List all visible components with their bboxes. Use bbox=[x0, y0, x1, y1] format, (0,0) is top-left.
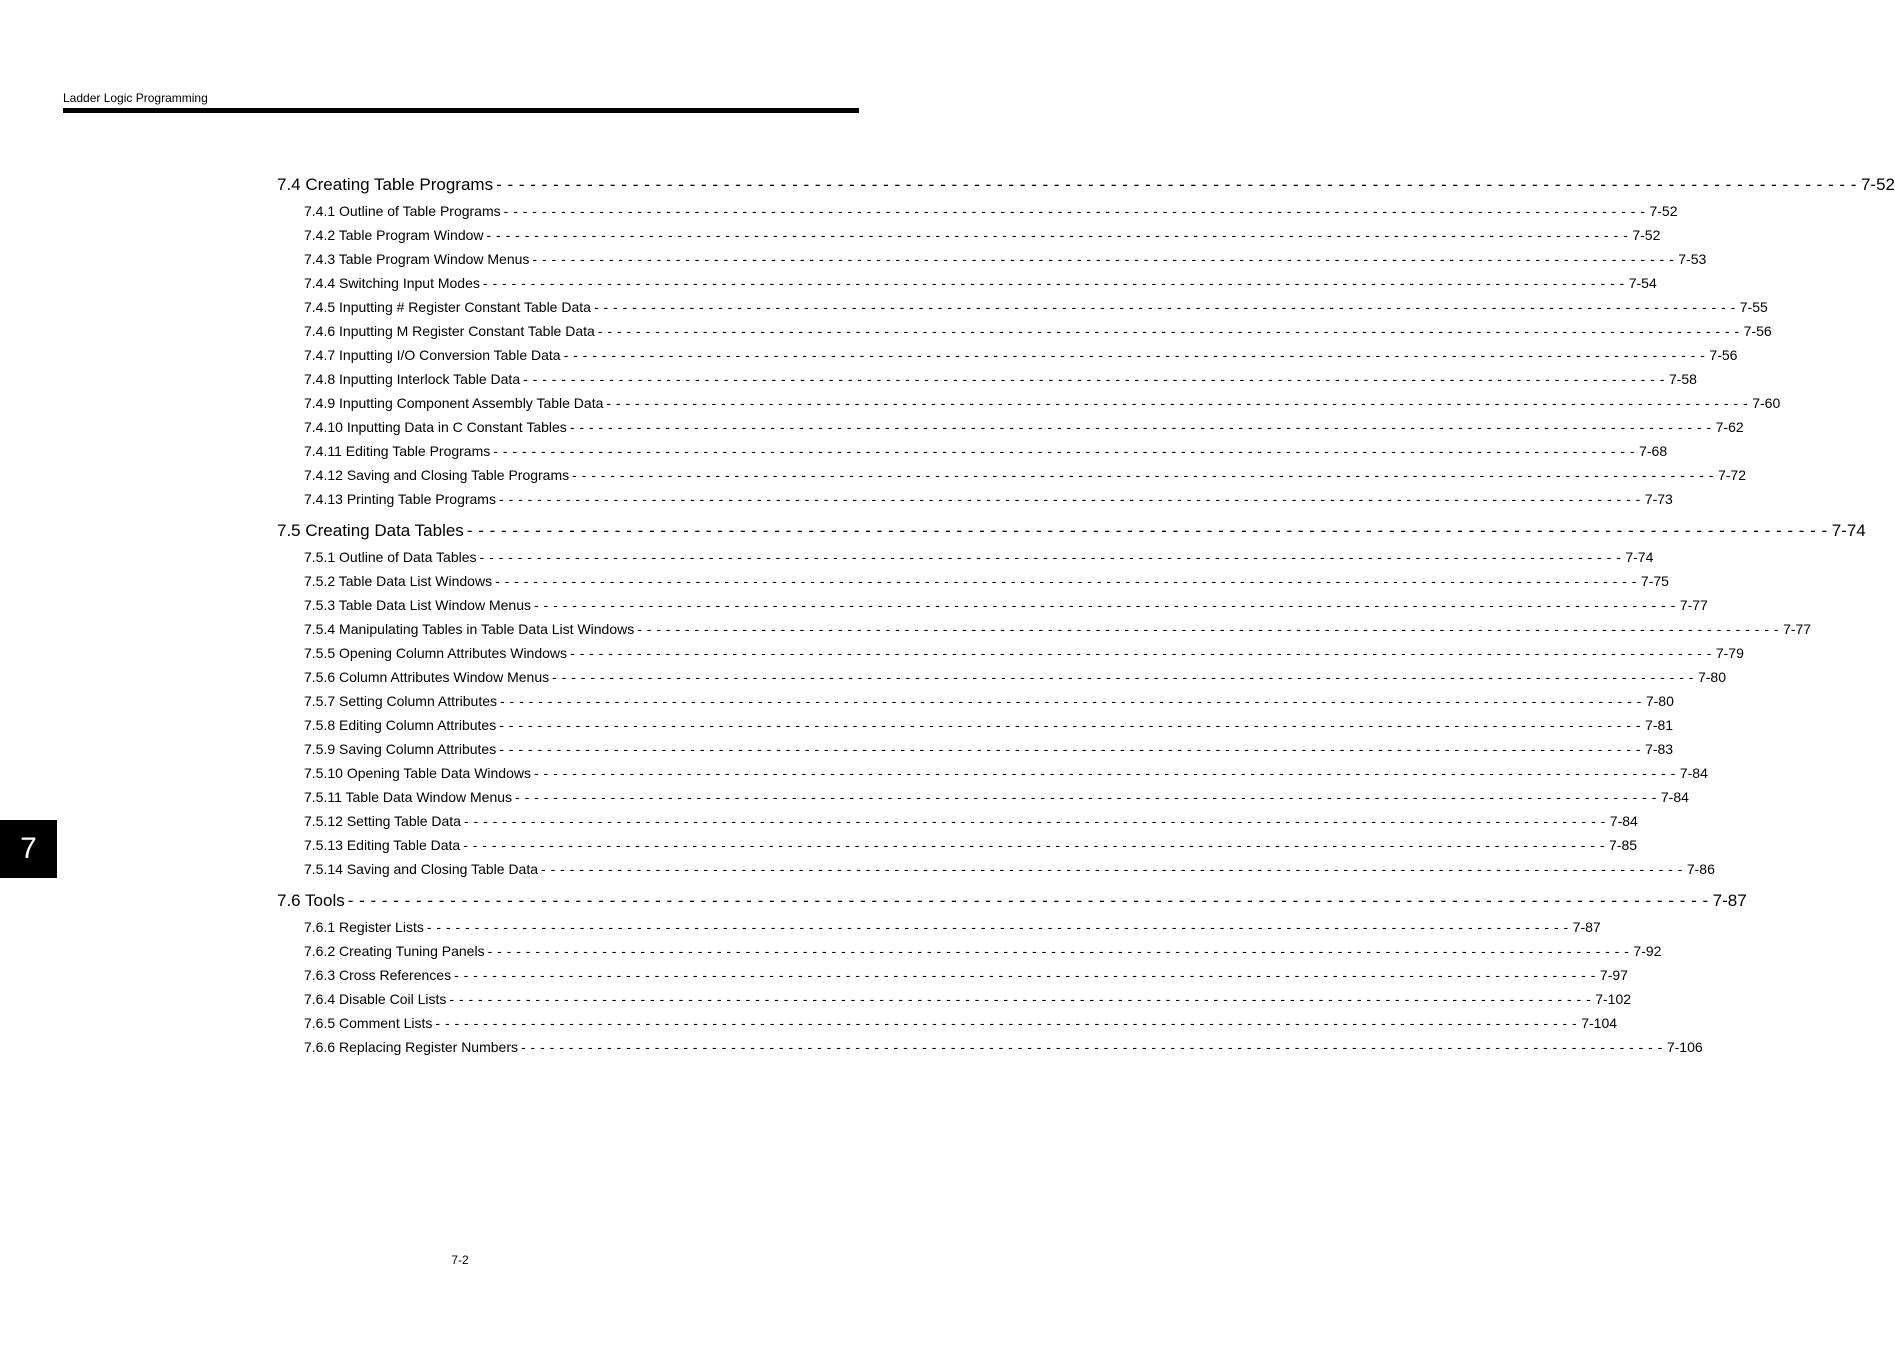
toc-entry-page: 7-77 bbox=[1679, 597, 1708, 613]
toc-entry-page: 7-84 bbox=[1609, 813, 1638, 829]
dot-leader: - - - - - - - - - - - - - - - - - - - - - - - - - - - - - - - - - - - - - - - - - - - - - - - - - - - - - - - - - - - - - - - - - - - - - - - - - - - - - - - - - - - - - - - - - - - - - - - - - - - - - - - - - - - - - - - - - - - - - - - - bbox=[503, 203, 1646, 219]
dot-leader: - - - - - - - - - - - - - - - - - - - - - - - - - - - - - - - - - - - - - - - - - - - - - - - - - - - - - - - - - - - - - - - - - - - - - - - - - - - - - - - - - - - - - - - - - - - - - - - - - - - - - - - - - - - - - - - - - - - - - - - - bbox=[515, 789, 1657, 805]
toc-entry-page: 7-92 bbox=[1633, 943, 1662, 959]
page-number: 7-2 bbox=[451, 1253, 469, 1267]
toc-subsection-entry[interactable] bbox=[304, 713, 1674, 737]
toc-subsection-entry[interactable] bbox=[304, 439, 1668, 463]
toc-entry-title: 7.5.13 Editing Table Data bbox=[304, 837, 461, 853]
toc-subsection-entry[interactable] bbox=[304, 915, 1601, 939]
toc-entry-page: 7-85 bbox=[1609, 837, 1638, 853]
dot-leader: - - - - - - - - - - - - - - - - - - - - - - - - - - - - - - - - - - - - - - - - - - - - - - - - - - - - - - - - - - - - - - - - - - - - - - - - - - - - - - - - - - - - - - - - - - - - - - - - - - - - - - - - - - - - - - - - - - - - - - - - bbox=[563, 347, 1706, 363]
toc-subsection-entry[interactable] bbox=[304, 833, 1638, 857]
toc-subsection-entry[interactable] bbox=[304, 987, 1632, 1011]
toc-section-heading[interactable] bbox=[277, 171, 1895, 199]
toc-entry-title: 7.5.12 Setting Table Data bbox=[304, 813, 461, 829]
toc-entry-page: 7-106 bbox=[1666, 1039, 1703, 1055]
toc-subsection-entry[interactable] bbox=[304, 593, 1708, 617]
toc-entry-title: 7.5.3 Table Data List Window Menus bbox=[304, 597, 531, 613]
chapter-tab: 7 bbox=[0, 820, 57, 878]
toc-subsection-entry[interactable] bbox=[304, 963, 1628, 987]
dot-leader: - - - - - - - - - - - - - - - - - - - - - - - - - - - - - - - - - - - - - - - - - - - - - - - - - - - - - - - - - - - - - - - - - - - - - - - - - - - - - - - - - - - - - - - - - - - - - - - - - - - - - - - - - - - - - - - - - - - - - - - - bbox=[347, 891, 1709, 910]
dot-leader: - - - - - - - - - - - - - - - - - - - - - - - - - - - - - - - - - - - - - - - - - - - - - - - - - - - - - - - - - - - - - - - - - - - - - - - - - - - - - - - - - - - - - - - - - - - - - - - - - - - - - - - - - - - - - - - - - - - - - - - - bbox=[500, 693, 1642, 709]
toc-entry-title: 7.4.13 Printing Table Programs bbox=[304, 491, 496, 507]
toc-entry-page: 7-73 bbox=[1644, 491, 1673, 507]
toc-entry-title: 7.4.6 Inputting M Register Constant Table Data bbox=[304, 323, 595, 339]
dot-leader: - - - - - - - - - - - - - - - - - - - - - - - - - - - - - - - - - - - - - - - - - - - - - - - - - - - - - - - - - - - - - - - - - - - - - - - - - - - - - - - - - - - - - - - - - - - - - - - - - - - - - - - - - - - - - - - - - - - - - - - - bbox=[521, 1039, 1663, 1055]
toc-subsection-entry[interactable] bbox=[304, 319, 1772, 343]
toc-entry-title: 7.5.2 Table Data List Windows bbox=[304, 573, 493, 589]
dot-leader: - - - - - - - - - - - - - - - - - - - - - - - - - - - - - - - - - - - - - - - - - - - - - - - - - - - - - - - - - - - - - - - - - - - - - - - - - - - - - - - - - - - - - - - - - - - - - - - - - - - - - - - - - - - - - - - - - - - - - - - - bbox=[597, 323, 1740, 339]
toc-entry-title: 7.5.6 Column Attributes Window Menus bbox=[304, 669, 550, 685]
toc-subsection-entry[interactable] bbox=[304, 1035, 1703, 1059]
toc-entry-page: 7-55 bbox=[1739, 299, 1768, 315]
toc-entry-page: 7-97 bbox=[1599, 967, 1628, 983]
toc-entry-title: 7.4 Creating Table Programs bbox=[277, 175, 494, 194]
toc-subsection-entry[interactable] bbox=[304, 809, 1638, 833]
running-header: Ladder Logic Programming bbox=[63, 91, 208, 105]
toc-entry-page: 7-56 bbox=[1743, 323, 1772, 339]
toc-entry-page: 7-75 bbox=[1640, 573, 1669, 589]
toc-subsection-entry[interactable] bbox=[304, 295, 1768, 319]
toc-entry-title: 7.4.1 Outline of Table Programs bbox=[304, 203, 501, 219]
toc-entry-page: 7-86 bbox=[1686, 861, 1715, 877]
dot-leader: - - - - - - - - - - - - - - - - - - - - - - - - - - - - - - - - - - - - - - - - - - - - - - - - - - - - - - - - - - - - - - - - - - - - - - - - - - - - - - - - - - - - - - - - - - - - - - - - - - - - - - - - - - - - - - - - - - - - - - - - bbox=[499, 717, 1642, 733]
toc-entry-page: 7-54 bbox=[1628, 275, 1657, 291]
toc-entry-page: 7-87 bbox=[1712, 891, 1747, 910]
dot-leader: - - - - - - - - - - - - - - - - - - - - - - - - - - - - - - - - - - - - - - - - - - - - - - - - - - - - - - - - - - - - - - - - - - - - - - - - - - - - - - - - - - - - - - - - - - - - - - - - - - - - - - - - - - - - - - - - - - - - - - - - bbox=[482, 275, 1625, 291]
toc-entry-title: 7.4.10 Inputting Data in C Constant Tables bbox=[304, 419, 567, 435]
toc-entry-title: 7.5.4 Manipulating Tables in Table Data List Windows bbox=[304, 621, 635, 637]
toc-entry-page: 7-52 bbox=[1632, 227, 1661, 243]
toc-entry-title: 7.5.5 Opening Column Attributes Windows bbox=[304, 645, 568, 661]
dot-leader: - - - - - - - - - - - - - - - - - - - - - - - - - - - - - - - - - - - - - - - - - - - - - - - - - - - - - - - - - - - - - - - - - - - - - - - - - - - - - - - - - - - - - - - - - - - - - - - - - - - - - - - - - - - - - - - - - - - - - - - - bbox=[463, 837, 1606, 853]
toc-entry-title: 7.5.8 Editing Column Attributes bbox=[304, 717, 497, 733]
dot-leader: - - - - - - - - - - - - - - - - - - - - - - - - - - - - - - - - - - - - - - - - - - - - - - - - - - - - - - - - - - - - - - - - - - - - - - - - - - - - - - - - - - - - - - - - - - - - - - - - - - - - - - - - - - - - - - - - - - - - - - - - bbox=[552, 669, 1694, 685]
toc-entry-title: 7.4.11 Editing Table Programs bbox=[304, 443, 491, 459]
toc-subsection-entry[interactable] bbox=[304, 689, 1674, 713]
toc-entry-title: 7.6.4 Disable Coil Lists bbox=[304, 991, 447, 1007]
toc-entry-title: 7.4.9 Inputting Component Assembly Table Data bbox=[304, 395, 604, 411]
header-rule bbox=[63, 108, 859, 113]
toc-entry-title: 7.6.5 Comment Lists bbox=[304, 1015, 433, 1031]
dot-leader: - - - - - - - - - - - - - - - - - - - - - - - - - - - - - - - - - - - - - - - - - - - - - - - - - - - - - - - - - - - - - - - - - - - - - - - - - - - - - - - - - - - - - - - - - - - - - - - - - - - - - - - - - - - - - - - - - - - - - - - - bbox=[486, 227, 1629, 243]
toc-entry-page: 7-58 bbox=[1668, 371, 1697, 387]
toc-entry-page: 7-56 bbox=[1709, 347, 1738, 363]
dot-leader: - - - - - - - - - - - - - - - - - - - - - - - - - - - - - - - - - - - - - - - - - - - - - - - - - - - - - - - - - - - - - - - - - - - - - - - - - - - - - - - - - - - - - - - - - - - - - - - - - - - - - - - - - - - - - - - - - - - - - - - - bbox=[533, 597, 1676, 613]
dot-leader: - - - - - - - - - - - - - - - - - - - - - - - - - - - - - - - - - - - - - - - - - - - - - - - - - - - - - - - - - - - - - - - - - - - - - - - - - - - - - - - - - - - - - - - - - - - - - - - - - - - - - - - - - - - - - - - - - - - - - - - - bbox=[569, 419, 1712, 435]
toc-subsection-entry[interactable] bbox=[304, 199, 1678, 223]
toc-entry-page: 7-81 bbox=[1645, 717, 1674, 733]
toc-entry-title: 7.6.1 Register Lists bbox=[304, 919, 424, 935]
toc-entry-title: 7.4.4 Switching Input Modes bbox=[304, 275, 480, 291]
dot-leader: - - - - - - - - - - - - - - - - - - - - - - - - - - - - - - - - - - - - - - - - - - - - - - - - - - - - - - - - - - - - - - - - - - - - - - - - - - - - - - - - - - - - - - - - - - - - - - - - - - - - - - - - - - - - - - - - - - - - - - - - bbox=[463, 813, 1606, 829]
toc-section bbox=[277, 517, 1866, 881]
toc-entry-title: 7.5.14 Saving and Closing Table Data bbox=[304, 861, 539, 877]
toc-entry-title: 7.5.11 Table Data Window Menus bbox=[304, 789, 513, 805]
toc-entry-title: 7.6.3 Cross References bbox=[304, 967, 452, 983]
toc-entry-page: 7-79 bbox=[1715, 645, 1744, 661]
dot-leader: - - - - - - - - - - - - - - - - - - - - - - - - - - - - - - - - - - - - - - - - - - - - - - - - - - - - - - - - - - - - - - - - - - - - - - - - - - - - - - - - - - - - - - - - - - - - - - - - - - - - - - - - - - - - - - - - - - - - - - - - bbox=[466, 521, 1828, 540]
toc-subsection-entry[interactable] bbox=[304, 737, 1674, 761]
toc-entry-page: 7-77 bbox=[1783, 621, 1812, 637]
dot-leader: - - - - - - - - - - - - - - - - - - - - - - - - - - - - - - - - - - - - - - - - - - - - - - - - - - - - - - - - - - - - - - - - - - - - - - - - - - - - - - - - - - - - - - - - - - - - - - - - - - - - - - - - - - - - - - - - - - - - - - - - bbox=[534, 765, 1676, 781]
toc-subsection-entry[interactable] bbox=[304, 641, 1744, 665]
dot-leader: - - - - - - - - - - - - - - - - - - - - - - - - - - - - - - - - - - - - - - - - - - - - - - - - - - - - - - - - - - - - - - - - - - - - - - - - - - - - - - - - - - - - - - - - - - - - - - - - - - - - - - - - - - - - - - - - - - - - - - - - bbox=[532, 251, 1675, 267]
dot-leader: - - - - - - - - - - - - - - - - - - - - - - - - - - - - - - - - - - - - - - - - - - - - - - - - - - - - - - - - - - - - - - - - - - - - - - - - - - - - - - - - - - - - - - - - - - - - - - - - - - - - - - - - - - - - - - - - - - - - - - - - bbox=[487, 943, 1630, 959]
toc-subsection-entry[interactable] bbox=[304, 545, 1654, 569]
toc-entry-title: 7.5 Creating Data Tables bbox=[277, 521, 464, 540]
toc-subsection-entry[interactable] bbox=[304, 487, 1673, 511]
dot-leader: - - - - - - - - - - - - - - - - - - - - - - - - - - - - - - - - - - - - - - - - - - - - - - - - - - - - - - - - - - - - - - - - - - - - - - - - - - - - - - - - - - - - - - - - - - - - - - - - - - - - - - - - - - - - - - - - - - - - - - - - bbox=[637, 621, 1780, 637]
toc-section bbox=[277, 171, 1895, 511]
toc-entry-page: 7-80 bbox=[1697, 669, 1726, 685]
dot-leader: - - - - - - - - - - - - - - - - - - - - - - - - - - - - - - - - - - - - - - - - - - - - - - - - - - - - - - - - - - - - - - - - - - - - - - - - - - - - - - - - - - - - - - - - - - - - - - - - - - - - - - - - - - - - - - - - - - - - - - - - bbox=[479, 549, 1622, 565]
toc-subsection-entry[interactable] bbox=[304, 391, 1781, 415]
toc-entry-title: 7.6.6 Replacing Register Numbers bbox=[304, 1039, 518, 1055]
toc-entry-page: 7-80 bbox=[1645, 693, 1674, 709]
toc-subsection-entry[interactable] bbox=[304, 665, 1726, 689]
toc-entry-page: 7-62 bbox=[1715, 419, 1744, 435]
toc-entry-page: 7-72 bbox=[1717, 467, 1746, 483]
toc-entry-page: 7-87 bbox=[1572, 919, 1601, 935]
dot-leader: - - - - - - - - - - - - - - - - - - - - - - - - - - - - - - - - - - - - - - - - - - - - - - - - - - - - - - - - - - - - - - - - - - - - - - - - - - - - - - - - - - - - - - - - - - - - - - - - - - - - - - - - - - - - - - - - - - - - - - - - bbox=[496, 175, 1857, 194]
toc-entry-title: 7.4.5 Inputting # Register Constant Table Data bbox=[304, 299, 591, 315]
toc-entry-title: 7.4.8 Inputting Interlock Table Data bbox=[304, 371, 521, 387]
toc-subsection-entry[interactable] bbox=[304, 617, 1812, 641]
toc-entry-page: 7-74 bbox=[1831, 521, 1866, 540]
toc-entry-title: 7.4.12 Saving and Closing Table Programs bbox=[304, 467, 570, 483]
dot-leader: - - - - - - - - - - - - - - - - - - - - - - - - - - - - - - - - - - - - - - - - - - - - - - - - - - - - - - - - - - - - - - - - - - - - - - - - - - - - - - - - - - - - - - - - - - - - - - - - - - - - - - - - - - - - - - - - - - - - - - - - bbox=[541, 861, 1683, 877]
toc-entry-title: 7.6 Tools bbox=[277, 891, 345, 910]
dot-leader: - - - - - - - - - - - - - - - - - - - - - - - - - - - - - - - - - - - - - - - - - - - - - - - - - - - - - - - - - - - - - - - - - - - - - - - - - - - - - - - - - - - - - - - - - - - - - - - - - - - - - - - - - - - - - - - - - - - - - - - - bbox=[572, 467, 1714, 483]
toc-section-heading[interactable] bbox=[277, 887, 1747, 915]
toc-entry-title: 7.5.1 Outline of Data Tables bbox=[304, 549, 477, 565]
toc-subsection-entry[interactable] bbox=[304, 857, 1715, 881]
dot-leader: - - - - - - - - - - - - - - - - - - - - - - - - - - - - - - - - - - - - - - - - - - - - - - - - - - - - - - - - - - - - - - - - - - - - - - - - - - - - - - - - - - - - - - - - - - - - - - - - - - - - - - - - - - - - - - - - - - - - - - - - bbox=[493, 443, 1636, 459]
toc-section-heading[interactable] bbox=[277, 517, 1866, 545]
table-of-contents bbox=[277, 171, 1895, 1059]
toc-entry-title: 7.6.2 Creating Tuning Panels bbox=[304, 943, 485, 959]
toc-entry-page: 7-83 bbox=[1645, 741, 1674, 757]
dot-leader: - - - - - - - - - - - - - - - - - - - - - - - - - - - - - - - - - - - - - - - - - - - - - - - - - - - - - - - - - - - - - - - - - - - - - - - - - - - - - - - - - - - - - - - - - - - - - - - - - - - - - - - - - - - - - - - - - - - - - - - - bbox=[523, 371, 1665, 387]
dot-leader: - - - - - - - - - - - - - - - - - - - - - - - - - - - - - - - - - - - - - - - - - - - - - - - - - - - - - - - - - - - - - - - - - - - - - - - - - - - - - - - - - - - - - - - - - - - - - - - - - - - - - - - - - - - - - - - - - - - - - - - - bbox=[495, 573, 1637, 589]
toc-entry-title: 7.5.10 Opening Table Data Windows bbox=[304, 765, 531, 781]
toc-entry-page: 7-104 bbox=[1581, 1015, 1618, 1031]
toc-subsection-entry[interactable] bbox=[304, 271, 1657, 295]
dot-leader: - - - - - - - - - - - - - - - - - - - - - - - - - - - - - - - - - - - - - - - - - - - - - - - - - - - - - - - - - - - - - - - - - - - - - - - - - - - - - - - - - - - - - - - - - - - - - - - - - - - - - - - - - - - - - - - - - - - - - - - - bbox=[454, 967, 1596, 983]
toc-section bbox=[277, 887, 1747, 1059]
dot-leader: - - - - - - - - - - - - - - - - - - - - - - - - - - - - - - - - - - - - - - - - - - - - - - - - - - - - - - - - - - - - - - - - - - - - - - - - - - - - - - - - - - - - - - - - - - - - - - - - - - - - - - - - - - - - - - - - - - - - - - - - bbox=[593, 299, 1736, 315]
toc-entry-title: 7.5.7 Setting Column Attributes bbox=[304, 693, 497, 709]
toc-entry-page: 7-84 bbox=[1660, 789, 1689, 805]
toc-entry-page: 7-52 bbox=[1649, 203, 1678, 219]
toc-entry-page: 7-84 bbox=[1679, 765, 1708, 781]
toc-subsection-entry[interactable] bbox=[304, 415, 1744, 439]
toc-subsection-entry[interactable] bbox=[304, 463, 1746, 487]
toc-subsection-entry[interactable] bbox=[304, 569, 1669, 593]
dot-leader: - - - - - - - - - - - - - - - - - - - - - - - - - - - - - - - - - - - - - - - - - - - - - - - - - - - - - - - - - - - - - - - - - - - - - - - - - - - - - - - - - - - - - - - - - - - - - - - - - - - - - - - - - - - - - - - - - - - - - - - - bbox=[570, 645, 1712, 661]
toc-entry-page: 7-52 bbox=[1860, 175, 1895, 194]
toc-entry-page: 7-74 bbox=[1625, 549, 1654, 565]
dot-leader: - - - - - - - - - - - - - - - - - - - - - - - - - - - - - - - - - - - - - - - - - - - - - - - - - - - - - - - - - - - - - - - - - - - - - - - - - - - - - - - - - - - - - - - - - - - - - - - - - - - - - - - - - - - - - - - - - - - - - - - - bbox=[435, 1015, 1578, 1031]
dot-leader: - - - - - - - - - - - - - - - - - - - - - - - - - - - - - - - - - - - - - - - - - - - - - - - - - - - - - - - - - - - - - - - - - - - - - - - - - - - - - - - - - - - - - - - - - - - - - - - - - - - - - - - - - - - - - - - - - - - - - - - - bbox=[426, 919, 1569, 935]
toc-entry-page: 7-102 bbox=[1595, 991, 1632, 1007]
toc-subsection-entry[interactable] bbox=[304, 939, 1662, 963]
dot-leader: - - - - - - - - - - - - - - - - - - - - - - - - - - - - - - - - - - - - - - - - - - - - - - - - - - - - - - - - - - - - - - - - - - - - - - - - - - - - - - - - - - - - - - - - - - - - - - - - - - - - - - - - - - - - - - - - - - - - - - - - bbox=[449, 991, 1592, 1007]
toc-entry-page: 7-60 bbox=[1752, 395, 1781, 411]
toc-entry-title: 7.4.7 Inputting I/O Conversion Table Data bbox=[304, 347, 561, 363]
toc-subsection-entry[interactable] bbox=[304, 785, 1689, 809]
toc-entry-title: 7.5.9 Saving Column Attributes bbox=[304, 741, 497, 757]
toc-subsection-entry[interactable] bbox=[304, 223, 1661, 247]
toc-entry-title: 7.4.2 Table Program Window bbox=[304, 227, 484, 243]
toc-subsection-entry[interactable] bbox=[304, 343, 1738, 367]
dot-leader: - - - - - - - - - - - - - - - - - - - - - - - - - - - - - - - - - - - - - - - - - - - - - - - - - - - - - - - - - - - - - - - - - - - - - - - - - - - - - - - - - - - - - - - - - - - - - - - - - - - - - - - - - - - - - - - - - - - - - - - - bbox=[498, 491, 1641, 507]
dot-leader: - - - - - - - - - - - - - - - - - - - - - - - - - - - - - - - - - - - - - - - - - - - - - - - - - - - - - - - - - - - - - - - - - - - - - - - - - - - - - - - - - - - - - - - - - - - - - - - - - - - - - - - - - - - - - - - - - - - - - - - - bbox=[499, 741, 1642, 757]
toc-subsection-entry[interactable] bbox=[304, 761, 1708, 785]
toc-subsection-entry[interactable] bbox=[304, 367, 1697, 391]
toc-subsection-entry[interactable] bbox=[304, 1011, 1618, 1035]
dot-leader: - - - - - - - - - - - - - - - - - - - - - - - - - - - - - - - - - - - - - - - - - - - - - - - - - - - - - - - - - - - - - - - - - - - - - - - - - - - - - - - - - - - - - - - - - - - - - - - - - - - - - - - - - - - - - - - - - - - - - - - - bbox=[606, 395, 1749, 411]
toc-entry-page: 7-68 bbox=[1639, 443, 1668, 459]
toc-entry-title: 7.4.3 Table Program Window Menus bbox=[304, 251, 530, 267]
toc-entry-page: 7-53 bbox=[1678, 251, 1707, 267]
toc-subsection-entry[interactable] bbox=[304, 247, 1707, 271]
